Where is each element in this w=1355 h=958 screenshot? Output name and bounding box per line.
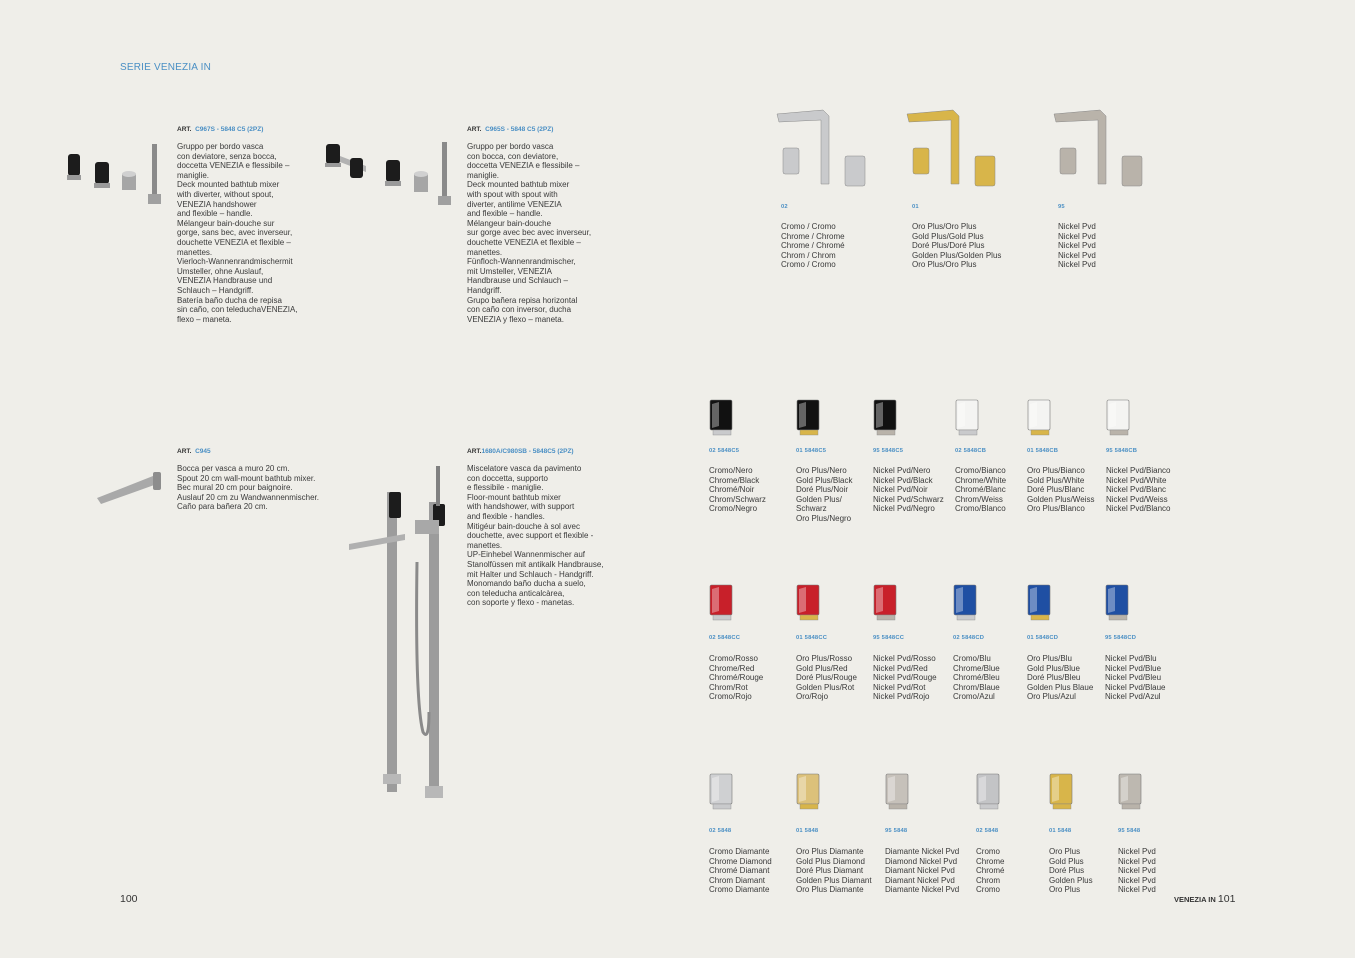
- handle-finish-names: Nickel Pvd/Nero Nickel Pvd/Black Nickel Pvd/Noir Nickel Pvd/Schwarz Nickel Pvd/Negro: [873, 466, 944, 514]
- faucet-finish-image: [775, 104, 870, 194]
- product-image-floor-mixer: [345, 462, 460, 802]
- handle-swatch-image: [796, 772, 822, 812]
- finish-names: Oro Plus/Oro Plus Gold Plus/Gold Plus Doré Plus/Doré Plus Golden Plus/Golden Plus Oro Plus/Oro Plus: [912, 222, 1002, 270]
- handle-swatch-image: [709, 583, 735, 623]
- handle-finish-names: Cromo/Nero Chrome/Black Chromé/Noir Chrom/Schwarz Cromo/Negro: [709, 466, 766, 514]
- handle-finish-names: Oro Plus/Nero Gold Plus/Black Doré Plus/Noir Golden Plus/ Schwarz Oro Plus/Negro: [796, 466, 853, 523]
- faucet-finish-image: [1052, 104, 1147, 194]
- handle-finish-names: Oro Plus/Blu Gold Plus/Blue Doré Plus/Bleu Golden Plus Blaue Oro Plus/Azul: [1027, 654, 1094, 702]
- article-code: ART. C967S - 5848 C5 (2PZ): [177, 126, 264, 133]
- handle-swatch-image: [976, 772, 1002, 812]
- handle-code: 01 5848: [796, 828, 819, 834]
- handle-code: 01 5848CD: [1027, 635, 1059, 641]
- handle-finish-names: Nickel Pvd/Bianco Nickel Pvd/White Nickel Pvd/Blanc Nickel Pvd/Weiss Nickel Pvd/Blanco: [1106, 466, 1171, 514]
- handle-code: 01 5848C5: [796, 448, 827, 454]
- handle-finish-names: Nickel Pvd/Blu Nickel Pvd/Blue Nickel Pvd/Bleu Nickel Pvd/Blaue Nickel Pvd/Azul: [1105, 654, 1166, 702]
- handle-swatch-image: [1118, 772, 1144, 812]
- handle-finish-names: Nickel Pvd Nickel Pvd Nickel Pvd Nickel Pvd Nickel Pvd: [1118, 847, 1156, 895]
- handle-code: 95 5848CC: [873, 635, 905, 641]
- handle-finish-names: Oro Plus/Bianco Gold Plus/White Doré Plus/Blanc Golden Plus/Weiss Oro Plus/Blanco: [1027, 466, 1095, 514]
- handle-code: 95 5848: [885, 828, 908, 834]
- handle-swatch-image: [1027, 583, 1053, 623]
- handle-swatch-image: [885, 772, 911, 812]
- finish-names: Nickel Pvd Nickel Pvd Nickel Pvd Nickel Pvd Nickel Pvd: [1058, 222, 1096, 270]
- page-number-left: 100: [120, 893, 138, 905]
- handle-swatch-image: [955, 398, 981, 438]
- article-code: ART. C945: [177, 448, 211, 455]
- finish-names: Cromo / Cromo Chrome / Chrome Chrome / Chromé Chrom / Chrom Cromo / Cromo: [781, 222, 845, 270]
- handle-swatch-image: [1027, 398, 1053, 438]
- finish-code: 02: [781, 204, 788, 210]
- handle-swatch-image: [709, 772, 735, 812]
- handle-finish-names: Oro Plus/Rosso Gold Plus/Red Doré Plus/Rouge Golden Plus/Rot Oro/Rojo: [796, 654, 857, 702]
- black-handle-icon: [67, 144, 161, 204]
- handle-swatch-image: [796, 583, 822, 623]
- article-description: Miscelatore vasca da pavimento con doccetta, supporto e flessibile - maniglie. Floor-mount bathtub mixer with handshower, with support and flexible - handles. Mitigéur bain-douche à sol avec douchette, avec support et flexible - manettes. UP-Einhebel Wannenmischer auf Stanolfüssen mit antikalk Handbrause, mit Halter und Schlauch - Handgriff. Monomando baño ducha a suelo, con teleducha anticalcàrea, con soporte y flexo - manetas.: [467, 464, 604, 608]
- handle-code: 01 5848CB: [1027, 448, 1059, 454]
- handle-swatch-image: [1105, 583, 1131, 623]
- handle-code: 95 5848CD: [1105, 635, 1137, 641]
- product-image-c967s: [62, 140, 172, 210]
- handle-swatch-image: [953, 583, 979, 623]
- handle-code: 02 5848CC: [709, 635, 741, 641]
- handle-finish-names: Oro Plus Gold Plus Doré Plus Golden Plus Oro Plus: [1049, 847, 1093, 895]
- handle-finish-names: Cromo/Rosso Chrome/Red Chromé/Rouge Chrom/Rot Cromo/Rojo: [709, 654, 764, 702]
- handle-code: 95 5848C5: [873, 448, 904, 454]
- handle-code: 02 5848C5: [709, 448, 740, 454]
- handle-code: 95 5848: [1118, 828, 1141, 834]
- finish-code: 95: [1058, 204, 1065, 210]
- series-title: SERIE VENEZIA IN: [120, 62, 212, 73]
- article-description: Gruppo per bordo vasca con deviatore, senza bocca, doccetta VENEZIA e flessibile – maniglie. Deck mounted bathtub mixer with diverter, without spout, VENEZIA handshower and flexible – handle. Mélangeur bain-douche sur gorge, sans bec, avec inverseur, douchette VENEZIA et flexible – manettes. Vierloch-Wannenrandmischermit Umsteller, ohne Auslauf, VENEZIA Handbrause und Schlauch – Handgriff. Batería baño ducha de repisa sin caño, con teleduchaVENEZIA, flexo – maneta.: [177, 142, 298, 324]
- handle-code: 02 5848: [709, 828, 732, 834]
- handle-code: 01 5848CC: [796, 635, 828, 641]
- article-code: ART.1680A/C980SB - 5848C5 (2PZ): [467, 448, 574, 455]
- handle-swatch-image: [873, 398, 899, 438]
- product-image-c965s: [322, 140, 462, 210]
- finish-code: 01: [912, 204, 919, 210]
- handle-swatch-image: [873, 583, 899, 623]
- handle-swatch-image: [709, 398, 735, 438]
- article-description: Gruppo per bordo vasca con bocca, con deviatore, doccetta VENEZIA e flessibile – maniglie. Deck mounted bathtub mixer with spout with spout with diverter, antilime VENEZIA and flexible – handle. Mélangeur bain-douche sur gorge avec bec avec inverseur, douchette VENEZIA et flexible – manettes. Fünfloch-Wannenrandmischer, mit Umsteller, VENEZIA Handbrause und Schlauch – Handgriff. Grupo bañera repisa horizontal con caño con inversor, ducha VENEZIA y flexo – maneta.: [467, 142, 592, 324]
- article-code: ART. C965S - 5848 C5 (2PZ): [467, 126, 554, 133]
- faucet-finish-image: [905, 104, 1000, 194]
- handle-finish-names: Cromo Diamante Chrome Diamond Chromé Diamant Chrom Diamant Cromo Diamante: [709, 847, 772, 895]
- handle-finish-names: Cromo/Blu Chrome/Blue Chromé/Bleu Chrom/Blaue Cromo/Azul: [953, 654, 1000, 702]
- handle-finish-names: Diamante Nickel Pvd Diamond Nickel Pvd Diamant Nickel Pvd Diamant Nickel Pvd Diamante Nickel Pvd: [885, 847, 960, 895]
- handle-code: 02 5848CD: [953, 635, 985, 641]
- handle-swatch-image: [1049, 772, 1075, 812]
- page-footer-right: [1174, 893, 1235, 905]
- handle-finish-names: Cromo Chrome Chromé Chrom Cromo: [976, 847, 1005, 895]
- handle-code: 02 5848CB: [955, 448, 987, 454]
- handle-finish-names: Nickel Pvd/Rosso Nickel Pvd/Red Nickel Pvd/Rouge Nickel Pvd/Rot Nickel Pvd/Rojo: [873, 654, 937, 702]
- handle-code: 95 5848CB: [1106, 448, 1138, 454]
- product-image-c945-spout: [95, 470, 167, 510]
- page-number-right: 101: [1217, 893, 1236, 905]
- brand-name: VENEZIA IN: [1174, 895, 1216, 904]
- handle-swatch-image: [1106, 398, 1132, 438]
- handle-code: 01 5848: [1049, 828, 1072, 834]
- handle-code: 02 5848: [976, 828, 999, 834]
- article-description: Bocca per vasca a muro 20 cm. Spout 20 cm wall-mount bathtub mixer. Bec mural 20 cm pour baignoire. Auslauf 20 cm zu Wandwannenmischer. Caño para bañera 20 cm.: [177, 464, 319, 512]
- handle-swatch-image: [796, 398, 822, 438]
- handle-finish-names: Cromo/Bianco Chrome/White Chromé/Blanc Chrom/Weiss Cromo/Blanco: [955, 466, 1007, 514]
- handle-finish-names: Oro Plus Diamante Gold Plus Diamond Doré Plus Diamant Golden Plus Diamant Oro Plus Diamante: [796, 847, 872, 895]
